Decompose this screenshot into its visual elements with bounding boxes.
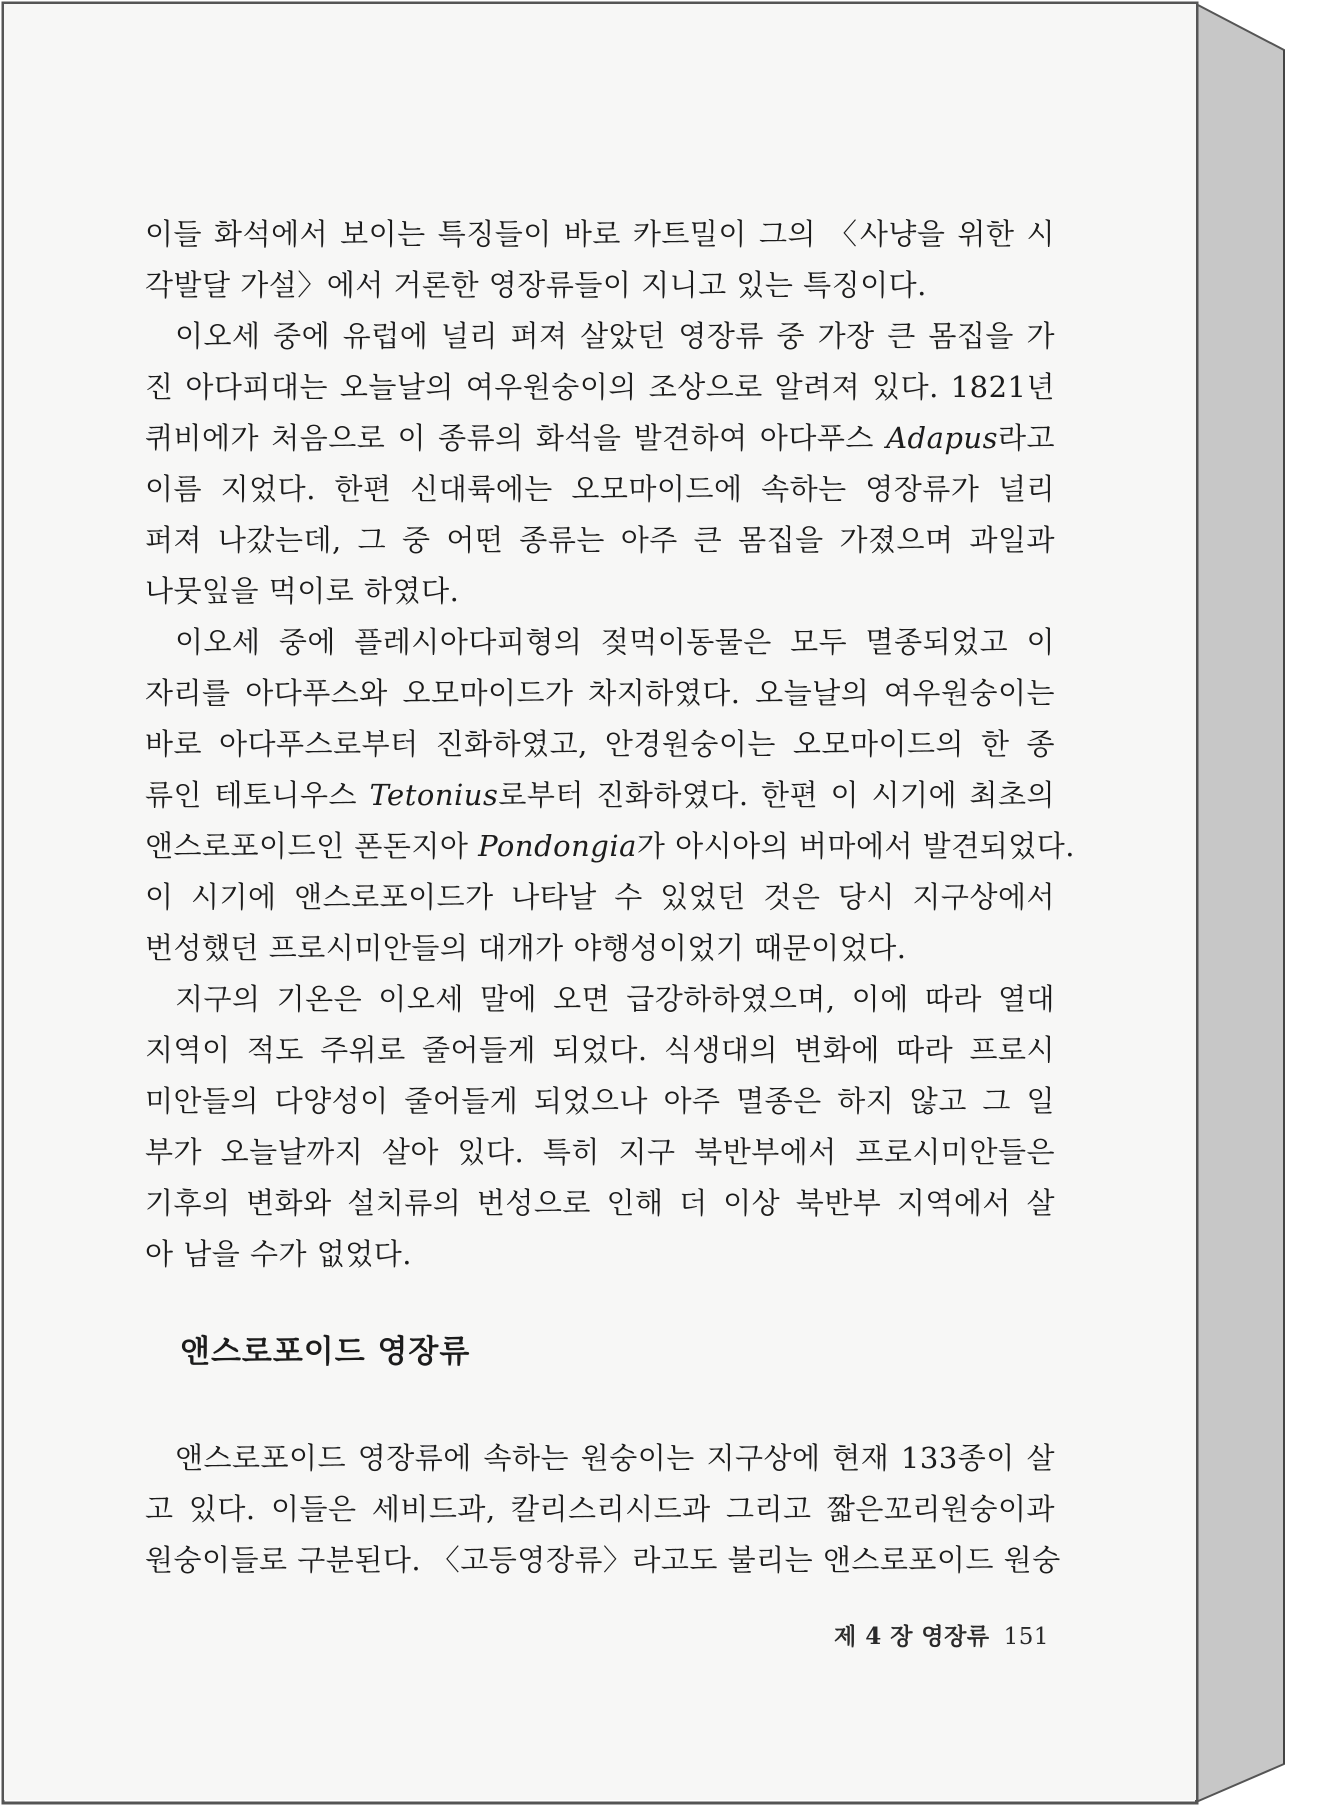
paragraph-start-line: 지구의 기온은 이오세 말에 오면 급강하하였으며, 이에 따라 열대 <box>175 982 1055 1016</box>
text-line: 번성했던 프로시미안들의 대개가 야행성이었기 때문이었다. <box>145 931 907 965</box>
text-line: 이들 화석에서 보이는 특징들이 바로 카트밀이 그의 〈사냥을 위한 시 <box>145 217 1055 251</box>
text-line <box>145 823 1075 869</box>
text-line <box>145 415 1055 461</box>
text-segment: 로부터 진화하였다. 한편 이 시기에 최초의 <box>498 778 1055 812</box>
page-stack-outer <box>1196 4 1284 1802</box>
paragraph-start-line: 앤스로포이드 영장류에 속하는 원숭이는 지구상에 현재 133종이 살 <box>175 1441 1055 1475</box>
text-line: 아 남을 수가 없었다. <box>145 1237 412 1271</box>
text-line: 부가 오늘날까지 살아 있다. 특히 지구 북반부에서 프로시미안들은 <box>145 1135 1055 1169</box>
text-line <box>145 772 1055 818</box>
text-line: 퍼져 나갔는데, 그 중 어떤 종류는 아주 큰 몸집을 가졌으며 과일과 <box>145 523 1055 557</box>
page-number: 151 <box>1003 1624 1049 1650</box>
chapter-title: 제 4 장 영장류 <box>833 1623 990 1650</box>
paragraph-start-line: 이오세 중에 유럽에 널리 퍼져 살았던 영장류 중 가장 큰 몸집을 가 <box>175 319 1055 353</box>
text-line: 진 아다피대는 오늘날의 여우원숭이의 조상으로 알려져 있다. 1821년 <box>145 370 1055 404</box>
text-line: 자리를 아다푸스와 오모마이드가 차지하였다. 오늘날의 여우원숭이는 <box>145 676 1055 710</box>
text-line: 이름 지었다. 한편 신대륙에는 오모마이드에 속하는 영장류가 널리 <box>145 472 1055 506</box>
text-line: 이 시기에 앤스로포이드가 나타날 수 있었던 것은 당시 지구상에서 <box>145 880 1055 914</box>
text-segment: 가 아시아의 버마에서 발견되었다. <box>636 829 1075 863</box>
latin-name: Pondongia <box>478 829 637 863</box>
section-heading: 앤스로포이드 영장류 <box>180 1334 471 1370</box>
text-line: 바로 아다푸스로부터 진화하였고, 안경원숭이는 오모마이드의 한 종 <box>145 727 1055 761</box>
paragraph-start-line: 이오세 중에 플레시아다피형의 젖먹이동물은 모두 멸종되었고 이 <box>175 625 1055 659</box>
text-line: 각발달 가설〉에서 거론한 영장류들이 지니고 있는 특징이다. <box>145 268 927 302</box>
text-segment: 퀴비에가 처음으로 이 종류의 화석을 발견하여 아다푸스 <box>145 421 874 455</box>
book-page <box>4 4 1196 1800</box>
text-line: 고 있다. 이들은 세비드과, 칼리스리시드과 그리고 짧은꼬리원숭이과 <box>145 1492 1055 1526</box>
text-line: 나뭇잎을 먹이로 하였다. <box>145 574 460 608</box>
text-line: 미안들의 다양성이 줄어들게 되었으나 아주 멸종은 하지 않고 그 일 <box>145 1084 1055 1118</box>
text-line: 지역이 적도 주위로 줄어들게 되었다. 식생대의 변화에 따라 프로시 <box>145 1033 1055 1067</box>
latin-name: Tetonius <box>369 778 499 812</box>
text-segment: 류인 테토니우스 <box>145 778 358 812</box>
text-line: 원숭이들로 구분된다. 〈고등영장류〉라고도 불리는 앤스로포이드 원숭 <box>145 1543 1061 1577</box>
text-segment: 라고 <box>997 421 1056 455</box>
text-line: 기후의 변화와 설치류의 번성으로 인해 더 이상 북반부 지역에서 살 <box>145 1186 1055 1220</box>
text-segment: 앤스로포이드인 폰돈지아 <box>145 829 469 863</box>
page-footer <box>834 1619 1049 1655</box>
latin-name: Adapus <box>886 421 998 455</box>
